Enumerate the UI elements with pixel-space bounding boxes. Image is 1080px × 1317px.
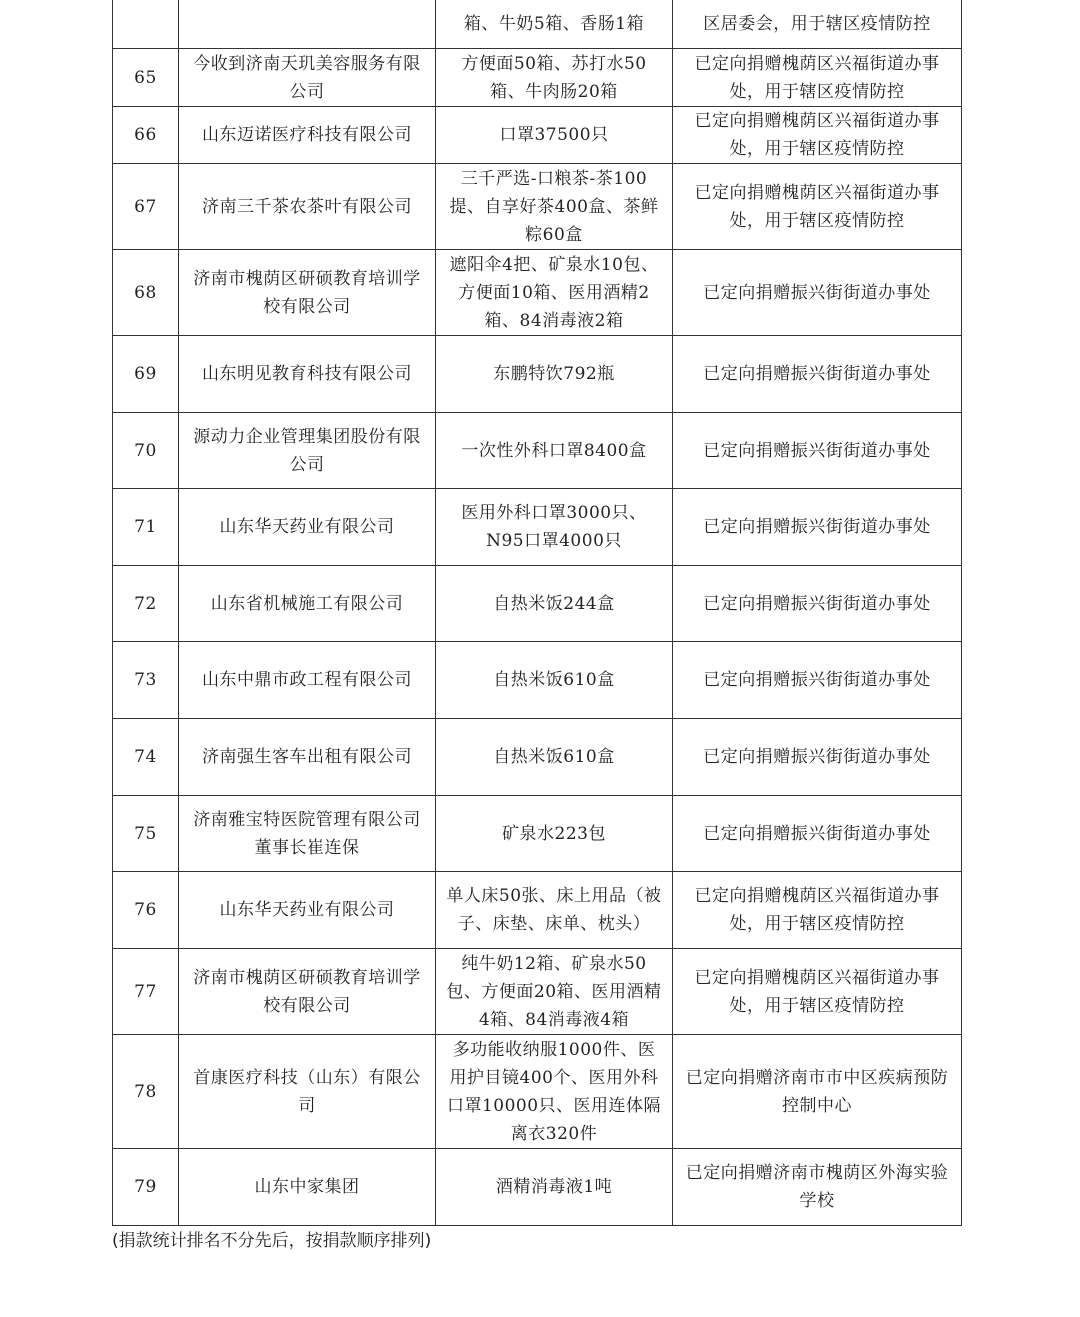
row-number: 75 [113,796,179,872]
table-row [113,413,962,489]
destination: 已定向捐赠振兴街街道办事处 [673,336,962,413]
row-number: 77 [113,949,179,1035]
row-number: 68 [113,250,179,336]
donated-items: 多功能收纳服1000件、医用护目镜400个、医用外科口罩10000只、医用连体隔离衣320件 [436,1035,673,1149]
row-number: 71 [113,489,179,566]
donor-name [179,0,436,49]
destination: 已定向捐赠济南市市中区疾病预防控制中心 [673,1035,962,1149]
donor-name: 山东省机械施工有限公司 [179,566,436,642]
row-number: 67 [113,164,179,250]
row-number: 76 [113,872,179,949]
destination: 已定向捐赠槐荫区兴福街道办事处，用于辖区疫情防控 [673,872,962,949]
donated-items: 医用外科口罩3000只、N95口罩4000只 [436,489,673,566]
donated-items: 自热米饭244盒 [436,566,673,642]
donated-items: 矿泉水223包 [436,796,673,872]
donated-items: 东鹏特饮792瓶 [436,336,673,413]
destination: 区居委会，用于辖区疫情防控 [673,0,962,49]
destination: 已定向捐赠槐荫区兴福街道办事处，用于辖区疫情防控 [673,164,962,250]
donated-items: 口罩37500只 [436,107,673,164]
donor-name: 山东华天药业有限公司 [179,489,436,566]
destination: 已定向捐赠振兴街街道办事处 [673,413,962,489]
destination: 已定向捐赠振兴街街道办事处 [673,566,962,642]
table-row [113,872,962,949]
donor-name: 山东明见教育科技有限公司 [179,336,436,413]
donated-items: 自热米饭610盒 [436,719,673,796]
table-row [113,719,962,796]
destination: 已定向捐赠振兴街街道办事处 [673,642,962,719]
donor-name: 今收到济南天玑美容服务有限公司 [179,49,436,107]
table-row [113,0,962,49]
destination: 已定向捐赠振兴街街道办事处 [673,796,962,872]
destination: 已定向捐赠振兴街街道办事处 [673,489,962,566]
donated-items: 纯牛奶12箱、矿泉水50包、方便面20箱、医用酒精4箱、84消毒液4箱 [436,949,673,1035]
table-row [113,107,962,164]
table-row [113,164,962,250]
table-row [113,566,962,642]
donated-items: 酒精消毒液1吨 [436,1149,673,1226]
row-number: 79 [113,1149,179,1226]
table-row [113,250,962,336]
donated-items: 方便面50箱、苏打水50箱、牛肉肠20箱 [436,49,673,107]
donor-name: 山东中鼎市政工程有限公司 [179,642,436,719]
destination: 已定向捐赠振兴街街道办事处 [673,719,962,796]
donor-name: 山东迈诺医疗科技有限公司 [179,107,436,164]
table-row [113,796,962,872]
row-number: 70 [113,413,179,489]
row-number: 66 [113,107,179,164]
donor-name: 山东华天药业有限公司 [179,872,436,949]
destination: 已定向捐赠槐荫区兴福街道办事处，用于辖区疫情防控 [673,107,962,164]
donated-items: 自热米饭610盒 [436,642,673,719]
destination: 已定向捐赠振兴街街道办事处 [673,250,962,336]
row-number: 65 [113,49,179,107]
donated-items: 遮阳伞4把、矿泉水10包、方便面10箱、医用酒精2箱、84消毒液2箱 [436,250,673,336]
row-number [113,0,179,49]
donor-name: 济南市槐荫区研硕教育培训学校有限公司 [179,250,436,336]
donor-name: 济南市槐荫区研硕教育培训学校有限公司 [179,949,436,1035]
donated-items: 一次性外科口罩8400盒 [436,413,673,489]
donated-items: 单人床50张、床上用品（被子、床垫、床单、枕头） [436,872,673,949]
footnote: (捐款统计排名不分先后，按捐款顺序排列) [112,1231,432,1251]
table-row [113,489,962,566]
table-row [113,949,962,1035]
donor-name: 源动力企业管理集团股份有限公司 [179,413,436,489]
donor-name: 山东中家集团 [179,1149,436,1226]
table-row [113,642,962,719]
table-row [113,1035,962,1149]
row-number: 78 [113,1035,179,1149]
destination: 已定向捐赠槐荫区兴福街道办事处，用于辖区疫情防控 [673,49,962,107]
table-row [113,49,962,107]
row-number: 72 [113,566,179,642]
row-number: 74 [113,719,179,796]
donated-items: 箱、牛奶5箱、香肠1箱 [436,0,673,49]
row-number: 73 [113,642,179,719]
destination: 已定向捐赠济南市槐荫区外海实验学校 [673,1149,962,1226]
donor-name: 济南三千茶农茶叶有限公司 [179,164,436,250]
table-row [113,336,962,413]
row-number: 69 [113,336,179,413]
donor-name: 济南强生客车出租有限公司 [179,719,436,796]
donation-table [112,0,962,1226]
destination: 已定向捐赠槐荫区兴福街道办事处，用于辖区疫情防控 [673,949,962,1035]
donor-name: 首康医疗科技（山东）有限公司 [179,1035,436,1149]
donated-items: 三千严选-口粮茶-茶100提、自享好茶400盒、茶鲜粽60盒 [436,164,673,250]
donor-name: 济南雅宝特医院管理有限公司董事长崔连保 [179,796,436,872]
table-row [113,1149,962,1226]
